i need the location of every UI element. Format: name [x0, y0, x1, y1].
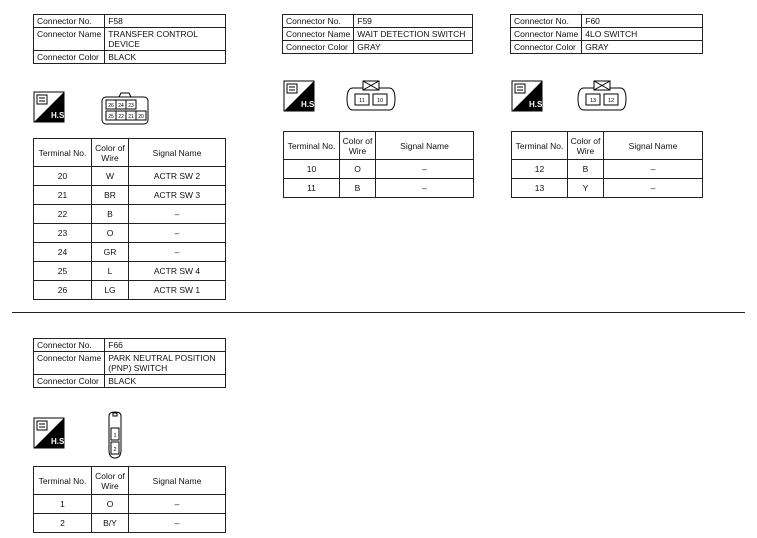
connector-name-value: WAIT DETECTION SWITCH — [354, 28, 473, 41]
terminal-no: 11 — [284, 179, 340, 198]
harness-side-icon — [34, 92, 67, 122]
terminal-no: 24 — [34, 243, 92, 262]
connector-color-label: Connector Color — [34, 375, 105, 388]
terminal-no: 20 — [34, 167, 92, 186]
pin-label: 21 — [128, 114, 134, 120]
connector-name-value: TRANSFER CONTROL DEVICE — [105, 28, 226, 51]
header-wire-color: Color of Wire — [92, 139, 129, 167]
signal-name: ACTR SW 3 — [129, 186, 226, 205]
terminal-no: 23 — [34, 224, 92, 243]
terminal-no: 1 — [34, 495, 92, 514]
table-row — [34, 281, 226, 300]
pin-label: 24 — [118, 103, 124, 109]
terminal-no: 12 — [512, 160, 568, 179]
wire-color: BR — [92, 186, 129, 205]
harness-side-icon — [512, 81, 545, 111]
hs-label: H.S. — [51, 437, 67, 446]
wire-color: O — [340, 160, 376, 179]
wire-color: B — [568, 160, 604, 179]
signal-name: – — [129, 224, 226, 243]
signal-name: – — [604, 160, 703, 179]
terminal-table-f59 — [283, 131, 474, 198]
wire-color: Y — [568, 179, 604, 198]
connector-no-label: Connector No. — [283, 15, 354, 28]
header-terminal-no: Terminal No. — [34, 139, 92, 167]
connector-face-f58 — [100, 92, 150, 126]
wire-color: L — [92, 262, 129, 281]
connector-info-f58 — [33, 14, 226, 64]
connector-info-f66 — [33, 338, 226, 388]
header-signal-name: Signal Name — [604, 132, 703, 160]
hs-label: H.S. — [529, 100, 545, 109]
signal-name: – — [129, 205, 226, 224]
connector-info-f60 — [510, 14, 703, 54]
table-row — [34, 495, 226, 514]
signal-name: – — [376, 179, 474, 198]
pin-label: 10 — [376, 98, 384, 104]
table-row — [34, 262, 226, 281]
pin-label: 25 — [108, 114, 114, 120]
terminal-no: 10 — [284, 160, 340, 179]
table-row — [284, 160, 474, 179]
table-row — [34, 224, 226, 243]
pin-label: 22 — [118, 114, 124, 120]
table-row — [34, 167, 226, 186]
wire-color: O — [92, 495, 129, 514]
header-terminal-no: Terminal No. — [284, 132, 340, 160]
header-terminal-no: Terminal No. — [512, 132, 568, 160]
connector-face-f66 — [105, 410, 125, 460]
connector-color-label: Connector Color — [34, 51, 105, 64]
signal-name: ACTR SW 1 — [129, 281, 226, 300]
pin-label: 26 — [108, 103, 114, 109]
terminal-no: 21 — [34, 186, 92, 205]
pin-label: 11 — [359, 98, 365, 104]
header-signal-name: Signal Name — [129, 139, 226, 167]
wire-color: GR — [92, 243, 129, 262]
wire-color: O — [92, 224, 129, 243]
wire-color: B — [92, 205, 129, 224]
connector-no-value: F66 — [105, 339, 226, 352]
connector-color-label: Connector Color — [511, 41, 582, 54]
wire-color: LG — [92, 281, 129, 300]
connector-no-value: F58 — [105, 15, 226, 28]
signal-name: – — [129, 495, 226, 514]
connector-no-label: Connector No. — [34, 339, 105, 352]
pin-label: 23 — [128, 103, 134, 109]
table-row — [34, 243, 226, 262]
table-row — [34, 205, 226, 224]
connector-no-label: Connector No. — [34, 15, 105, 28]
connector-face-f59 — [345, 80, 397, 112]
harness-side-icon — [284, 81, 317, 111]
wire-color: B — [340, 179, 376, 198]
connector-name-label: Connector Name — [511, 28, 582, 41]
signal-name: – — [604, 179, 703, 198]
signal-name: – — [129, 243, 226, 262]
connector-color-value: BLACK — [105, 51, 226, 64]
header-wire-color: Color of Wire — [340, 132, 376, 160]
connector-name-label: Connector Name — [34, 28, 105, 51]
connector-no-value: F59 — [354, 15, 473, 28]
terminal-table-f58 — [33, 138, 226, 300]
terminal-no: 26 — [34, 281, 92, 300]
connector-name-label: Connector Name — [283, 28, 354, 41]
table-row — [512, 179, 703, 198]
connector-name-value: PARK NEUTRAL POSITION (PNP) SWITCH — [105, 352, 226, 375]
terminal-no: 13 — [512, 179, 568, 198]
hs-label: H.S. — [301, 100, 317, 109]
pin-label: 2 — [113, 447, 117, 453]
pin-label: 1 — [113, 433, 117, 439]
connector-color-value: BLACK — [105, 375, 226, 388]
connector-color-value: GRAY — [354, 41, 473, 54]
hs-label: H.S. — [51, 111, 67, 120]
wire-color: W — [92, 167, 129, 186]
table-row — [284, 179, 474, 198]
terminal-table-f60 — [511, 131, 703, 198]
connector-color-value: GRAY — [582, 41, 703, 54]
header-signal-name: Signal Name — [376, 132, 474, 160]
wire-color: B/Y — [92, 514, 129, 533]
connector-info-f59 — [282, 14, 473, 54]
terminal-table-f66 — [33, 466, 226, 533]
terminal-no: 22 — [34, 205, 92, 224]
terminal-no: 2 — [34, 514, 92, 533]
signal-name: – — [376, 160, 474, 179]
header-wire-color: Color of Wire — [92, 467, 129, 495]
header-terminal-no: Terminal No. — [34, 467, 92, 495]
connector-name-label: Connector Name — [34, 352, 105, 375]
section-divider — [12, 312, 745, 313]
pin-label: 13 — [589, 98, 597, 104]
table-row — [34, 186, 226, 205]
header-signal-name: Signal Name — [129, 467, 226, 495]
terminal-no: 25 — [34, 262, 92, 281]
connector-no-value: F60 — [582, 15, 703, 28]
pin-label: 12 — [607, 98, 615, 104]
table-row — [512, 160, 703, 179]
pin-label: 20 — [138, 114, 144, 120]
header-wire-color: Color of Wire — [568, 132, 604, 160]
connector-name-value: 4LO SWITCH — [582, 28, 703, 41]
signal-name: ACTR SW 2 — [129, 167, 226, 186]
connector-color-label: Connector Color — [283, 41, 354, 54]
harness-side-icon — [34, 418, 67, 448]
signal-name: ACTR SW 4 — [129, 262, 226, 281]
connector-face-f60 — [576, 80, 628, 112]
signal-name: – — [129, 514, 226, 533]
connector-no-label: Connector No. — [511, 15, 582, 28]
table-row — [34, 514, 226, 533]
